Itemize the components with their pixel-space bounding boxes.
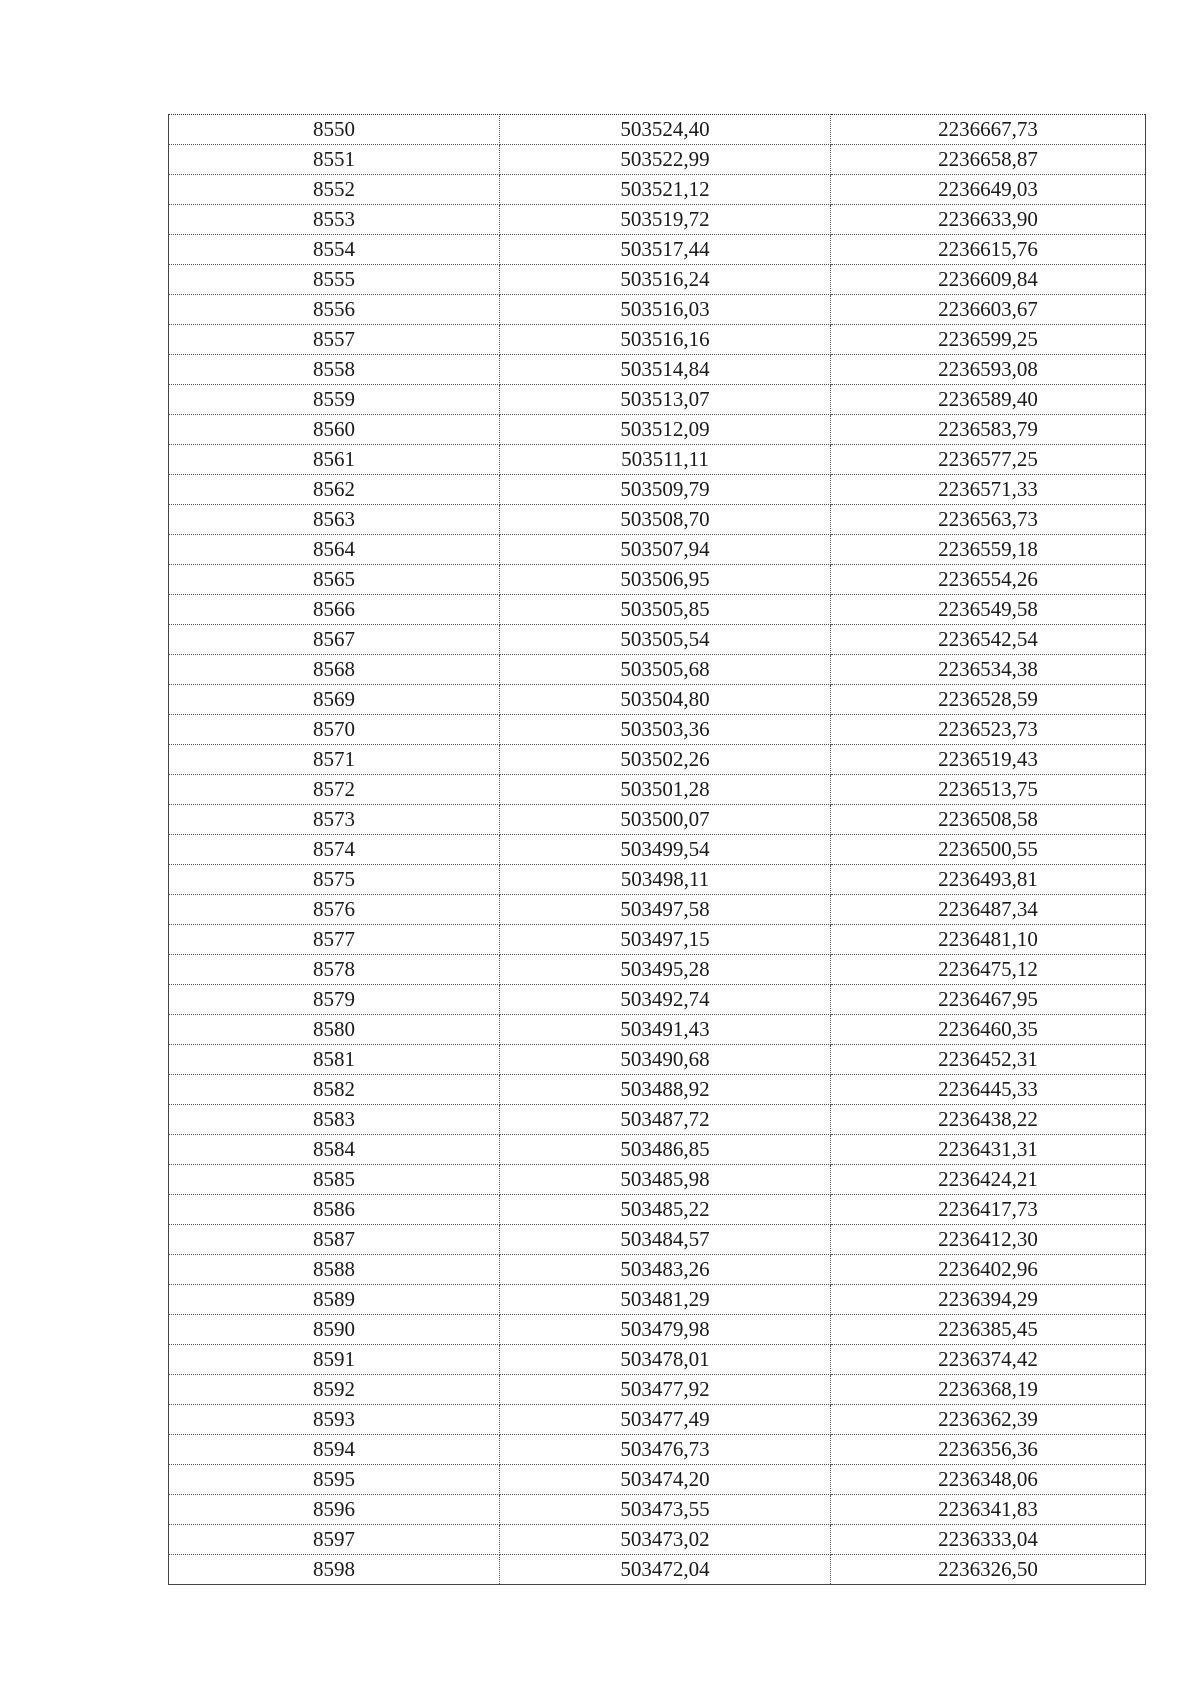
y-coordinate-cell: 2236571,33 [831, 475, 1146, 505]
point-number-cell: 8551 [169, 145, 500, 175]
y-coordinate-cell: 2236615,76 [831, 235, 1146, 265]
x-coordinate-cell: 503491,43 [500, 1015, 831, 1045]
x-coordinate-cell: 503514,84 [500, 355, 831, 385]
table-row [169, 955, 1146, 985]
table-row [169, 655, 1146, 685]
x-coordinate-cell: 503501,28 [500, 775, 831, 805]
table-row [169, 1495, 1146, 1525]
point-number-cell: 8553 [169, 205, 500, 235]
table-row [169, 1165, 1146, 1195]
table-row [169, 355, 1146, 385]
table-row [169, 1525, 1146, 1555]
point-number-cell: 8568 [169, 655, 500, 685]
y-coordinate-cell: 2236475,12 [831, 955, 1146, 985]
table-row [169, 1555, 1146, 1585]
x-coordinate-cell: 503519,72 [500, 205, 831, 235]
y-coordinate-cell: 2236356,36 [831, 1435, 1146, 1465]
table-row [169, 835, 1146, 865]
point-number-cell: 8590 [169, 1315, 500, 1345]
point-number-cell: 8559 [169, 385, 500, 415]
point-number-cell: 8595 [169, 1465, 500, 1495]
table-row [169, 445, 1146, 475]
x-coordinate-cell: 503508,70 [500, 505, 831, 535]
table-row [169, 1045, 1146, 1075]
table-row [169, 1375, 1146, 1405]
table-row [169, 565, 1146, 595]
y-coordinate-cell: 2236667,73 [831, 115, 1146, 145]
coordinates-table [168, 114, 1146, 1585]
y-coordinate-cell: 2236438,22 [831, 1105, 1146, 1135]
table-row [169, 805, 1146, 835]
point-number-cell: 8560 [169, 415, 500, 445]
y-coordinate-cell: 2236563,73 [831, 505, 1146, 535]
x-coordinate-cell: 503511,11 [500, 445, 831, 475]
table-row [169, 475, 1146, 505]
table-row [169, 1435, 1146, 1465]
y-coordinate-cell: 2236528,59 [831, 685, 1146, 715]
point-number-cell: 8558 [169, 355, 500, 385]
x-coordinate-cell: 503522,99 [500, 145, 831, 175]
y-coordinate-cell: 2236554,26 [831, 565, 1146, 595]
table-row [169, 385, 1146, 415]
table-row [169, 595, 1146, 625]
y-coordinate-cell: 2236348,06 [831, 1465, 1146, 1495]
x-coordinate-cell: 503492,74 [500, 985, 831, 1015]
point-number-cell: 8575 [169, 865, 500, 895]
x-coordinate-cell: 503502,26 [500, 745, 831, 775]
point-number-cell: 8584 [169, 1135, 500, 1165]
table-row [169, 1135, 1146, 1165]
point-number-cell: 8588 [169, 1255, 500, 1285]
y-coordinate-cell: 2236559,18 [831, 535, 1146, 565]
point-number-cell: 8569 [169, 685, 500, 715]
table-row [169, 175, 1146, 205]
y-coordinate-cell: 2236577,25 [831, 445, 1146, 475]
y-coordinate-cell: 2236500,55 [831, 835, 1146, 865]
point-number-cell: 8591 [169, 1345, 500, 1375]
x-coordinate-cell: 503473,55 [500, 1495, 831, 1525]
x-coordinate-cell: 503500,07 [500, 805, 831, 835]
point-number-cell: 8550 [169, 115, 500, 145]
y-coordinate-cell: 2236658,87 [831, 145, 1146, 175]
table-row [169, 415, 1146, 445]
point-number-cell: 8570 [169, 715, 500, 745]
point-number-cell: 8564 [169, 535, 500, 565]
x-coordinate-cell: 503505,68 [500, 655, 831, 685]
point-number-cell: 8561 [169, 445, 500, 475]
point-number-cell: 8597 [169, 1525, 500, 1555]
x-coordinate-cell: 503509,79 [500, 475, 831, 505]
x-coordinate-cell: 503490,68 [500, 1045, 831, 1075]
x-coordinate-cell: 503488,92 [500, 1075, 831, 1105]
y-coordinate-cell: 2236452,31 [831, 1045, 1146, 1075]
y-coordinate-cell: 2236609,84 [831, 265, 1146, 295]
y-coordinate-cell: 2236460,35 [831, 1015, 1146, 1045]
x-coordinate-cell: 503512,09 [500, 415, 831, 445]
x-coordinate-cell: 503485,22 [500, 1195, 831, 1225]
point-number-cell: 8587 [169, 1225, 500, 1255]
y-coordinate-cell: 2236513,75 [831, 775, 1146, 805]
table-row [169, 715, 1146, 745]
x-coordinate-cell: 503486,85 [500, 1135, 831, 1165]
x-coordinate-cell: 503497,58 [500, 895, 831, 925]
x-coordinate-cell: 503499,54 [500, 835, 831, 865]
table-row [169, 1405, 1146, 1435]
table-row [169, 1345, 1146, 1375]
y-coordinate-cell: 2236534,38 [831, 655, 1146, 685]
x-coordinate-cell: 503484,57 [500, 1225, 831, 1255]
table-row [169, 235, 1146, 265]
x-coordinate-cell: 503513,07 [500, 385, 831, 415]
y-coordinate-cell: 2236431,31 [831, 1135, 1146, 1165]
x-coordinate-cell: 503521,12 [500, 175, 831, 205]
point-number-cell: 8557 [169, 325, 500, 355]
y-coordinate-cell: 2236589,40 [831, 385, 1146, 415]
table-row [169, 895, 1146, 925]
x-coordinate-cell: 503483,26 [500, 1255, 831, 1285]
point-number-cell: 8592 [169, 1375, 500, 1405]
point-number-cell: 8585 [169, 1165, 500, 1195]
coordinates-table-body [169, 115, 1146, 1585]
x-coordinate-cell: 503472,04 [500, 1555, 831, 1585]
x-coordinate-cell: 503503,36 [500, 715, 831, 745]
point-number-cell: 8572 [169, 775, 500, 805]
y-coordinate-cell: 2236603,67 [831, 295, 1146, 325]
point-number-cell: 8583 [169, 1105, 500, 1135]
x-coordinate-cell: 503505,85 [500, 595, 831, 625]
point-number-cell: 8554 [169, 235, 500, 265]
x-coordinate-cell: 503506,95 [500, 565, 831, 595]
table-row [169, 505, 1146, 535]
table-row [169, 115, 1146, 145]
table-row [169, 1315, 1146, 1345]
x-coordinate-cell: 503487,72 [500, 1105, 831, 1135]
y-coordinate-cell: 2236402,96 [831, 1255, 1146, 1285]
point-number-cell: 8573 [169, 805, 500, 835]
y-coordinate-cell: 2236445,33 [831, 1075, 1146, 1105]
y-coordinate-cell: 2236549,58 [831, 595, 1146, 625]
y-coordinate-cell: 2236493,81 [831, 865, 1146, 895]
x-coordinate-cell: 503507,94 [500, 535, 831, 565]
y-coordinate-cell: 2236523,73 [831, 715, 1146, 745]
x-coordinate-cell: 503476,73 [500, 1435, 831, 1465]
point-number-cell: 8566 [169, 595, 500, 625]
point-number-cell: 8576 [169, 895, 500, 925]
y-coordinate-cell: 2236519,43 [831, 745, 1146, 775]
y-coordinate-cell: 2236368,19 [831, 1375, 1146, 1405]
table-row [169, 1075, 1146, 1105]
x-coordinate-cell: 503497,15 [500, 925, 831, 955]
table-row [169, 1105, 1146, 1135]
table-row [169, 1015, 1146, 1045]
point-number-cell: 8577 [169, 925, 500, 955]
point-number-cell: 8580 [169, 1015, 500, 1045]
y-coordinate-cell: 2236467,95 [831, 985, 1146, 1015]
x-coordinate-cell: 503498,11 [500, 865, 831, 895]
y-coordinate-cell: 2236341,83 [831, 1495, 1146, 1525]
y-coordinate-cell: 2236599,25 [831, 325, 1146, 355]
point-number-cell: 8589 [169, 1285, 500, 1315]
x-coordinate-cell: 503495,28 [500, 955, 831, 985]
point-number-cell: 8574 [169, 835, 500, 865]
y-coordinate-cell: 2236633,90 [831, 205, 1146, 235]
table-row [169, 1465, 1146, 1495]
point-number-cell: 8571 [169, 745, 500, 775]
y-coordinate-cell: 2236417,73 [831, 1195, 1146, 1225]
y-coordinate-cell: 2236487,34 [831, 895, 1146, 925]
table-row [169, 295, 1146, 325]
y-coordinate-cell: 2236593,08 [831, 355, 1146, 385]
x-coordinate-cell: 503477,92 [500, 1375, 831, 1405]
table-row [169, 1285, 1146, 1315]
table-row [169, 535, 1146, 565]
point-number-cell: 8578 [169, 955, 500, 985]
y-coordinate-cell: 2236424,21 [831, 1165, 1146, 1195]
point-number-cell: 8552 [169, 175, 500, 205]
y-coordinate-cell: 2236362,39 [831, 1405, 1146, 1435]
table-row [169, 685, 1146, 715]
table-row [169, 925, 1146, 955]
point-number-cell: 8555 [169, 265, 500, 295]
y-coordinate-cell: 2236412,30 [831, 1225, 1146, 1255]
table-row [169, 625, 1146, 655]
table-row [169, 1255, 1146, 1285]
x-coordinate-cell: 503524,40 [500, 115, 831, 145]
table-row [169, 205, 1146, 235]
y-coordinate-cell: 2236326,50 [831, 1555, 1146, 1585]
point-number-cell: 8563 [169, 505, 500, 535]
y-coordinate-cell: 2236374,42 [831, 1345, 1146, 1375]
point-number-cell: 8567 [169, 625, 500, 655]
table-row [169, 745, 1146, 775]
point-number-cell: 8581 [169, 1045, 500, 1075]
point-number-cell: 8598 [169, 1555, 500, 1585]
x-coordinate-cell: 503478,01 [500, 1345, 831, 1375]
x-coordinate-cell: 503474,20 [500, 1465, 831, 1495]
x-coordinate-cell: 503517,44 [500, 235, 831, 265]
table-row [169, 775, 1146, 805]
y-coordinate-cell: 2236481,10 [831, 925, 1146, 955]
point-number-cell: 8562 [169, 475, 500, 505]
point-number-cell: 8596 [169, 1495, 500, 1525]
x-coordinate-cell: 503505,54 [500, 625, 831, 655]
x-coordinate-cell: 503516,03 [500, 295, 831, 325]
x-coordinate-cell: 503504,80 [500, 685, 831, 715]
point-number-cell: 8593 [169, 1405, 500, 1435]
y-coordinate-cell: 2236385,45 [831, 1315, 1146, 1345]
x-coordinate-cell: 503477,49 [500, 1405, 831, 1435]
point-number-cell: 8565 [169, 565, 500, 595]
x-coordinate-cell: 503516,24 [500, 265, 831, 295]
table-row [169, 325, 1146, 355]
x-coordinate-cell: 503473,02 [500, 1525, 831, 1555]
y-coordinate-cell: 2236394,29 [831, 1285, 1146, 1315]
table-row [169, 985, 1146, 1015]
point-number-cell: 8594 [169, 1435, 500, 1465]
table-row [169, 1225, 1146, 1255]
y-coordinate-cell: 2236542,54 [831, 625, 1146, 655]
table-row [169, 865, 1146, 895]
table-row [169, 145, 1146, 175]
point-number-cell: 8556 [169, 295, 500, 325]
table-row [169, 265, 1146, 295]
y-coordinate-cell: 2236649,03 [831, 175, 1146, 205]
table-row [169, 1195, 1146, 1225]
point-number-cell: 8582 [169, 1075, 500, 1105]
y-coordinate-cell: 2236508,58 [831, 805, 1146, 835]
point-number-cell: 8586 [169, 1195, 500, 1225]
y-coordinate-cell: 2236583,79 [831, 415, 1146, 445]
y-coordinate-cell: 2236333,04 [831, 1525, 1146, 1555]
point-number-cell: 8579 [169, 985, 500, 1015]
x-coordinate-cell: 503485,98 [500, 1165, 831, 1195]
x-coordinate-cell: 503516,16 [500, 325, 831, 355]
x-coordinate-cell: 503481,29 [500, 1285, 831, 1315]
x-coordinate-cell: 503479,98 [500, 1315, 831, 1345]
